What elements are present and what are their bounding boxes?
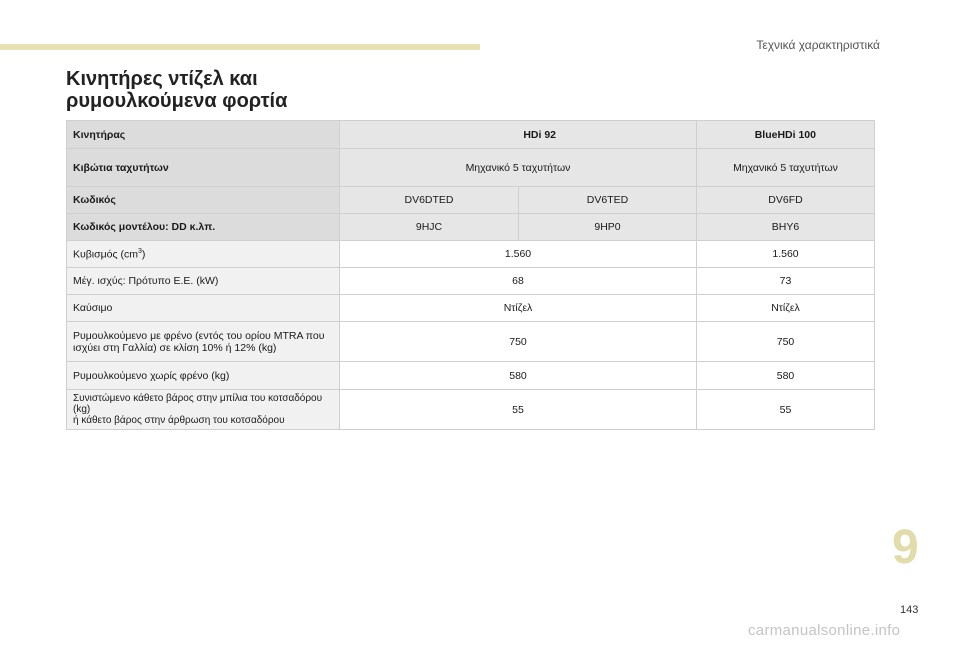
page-number: 143	[900, 604, 919, 616]
gearbox-1: Μηχανικό 5 ταχυτήτων	[340, 149, 697, 187]
code-2: DV6TED	[519, 187, 697, 214]
nose-weight-label-line-2: ή κάθετο βάρος στην άρθρωση του κοτσαδόρου	[73, 415, 285, 426]
model-code-2: 9HP0	[519, 214, 697, 241]
table-row-code	[67, 187, 875, 214]
braked-2: 750	[697, 322, 875, 362]
table-row-power	[67, 268, 875, 295]
header-accent-bar	[0, 44, 480, 50]
displacement-label-text: Κυβισμός (cm	[73, 248, 138, 261]
specs-table	[66, 120, 875, 430]
nose-weight-label	[67, 390, 340, 430]
engine-bluehdi100: BlueHDi 100	[697, 121, 875, 149]
code-label: Κωδικός	[67, 187, 340, 214]
section-header: Τεχνικά χαρακτηριστικά	[756, 38, 880, 52]
displacement-label	[67, 241, 340, 268]
page-title	[66, 68, 287, 112]
table-row-displacement	[67, 241, 875, 268]
unbraked-1: 580	[340, 362, 697, 390]
page-title-line-2: ρυμουλκούμενα φορτία	[66, 90, 288, 112]
engine-hdi92: HDi 92	[340, 121, 697, 149]
gearbox-2: Μηχανικό 5 ταχυτήτων	[697, 149, 875, 187]
fuel-1: Ντίζελ	[340, 295, 697, 322]
table-row-gearbox	[67, 149, 875, 187]
chapter-number: 9	[892, 521, 919, 574]
model-code-label: Κωδικός μοντέλου: DD κ.λπ.	[67, 214, 340, 241]
braked-1: 750	[340, 322, 697, 362]
code-1: DV6DTED	[340, 187, 519, 214]
unbraked-label: Ρυμουλκούμενο χωρίς φρένο (kg)	[67, 362, 340, 390]
engine-label: Κινητήρας	[67, 121, 340, 149]
power-1: 68	[340, 268, 697, 295]
braked-label	[67, 322, 340, 362]
model-code-3: BHY6	[697, 214, 875, 241]
table-row-fuel	[67, 295, 875, 322]
power-label: Μέγ. ισχύς: Πρότυπο Ε.Ε. (kW)	[67, 268, 340, 295]
nose-weight-1: 55	[340, 390, 697, 430]
fuel-label: Καύσιμο	[67, 295, 340, 322]
gearbox-label: Κιβώτια ταχυτήτων	[67, 149, 340, 187]
table-row-unbraked	[67, 362, 875, 390]
displacement-2: 1.560	[697, 241, 875, 268]
fuel-2: Ντίζελ	[697, 295, 875, 322]
table-row-nose-weight	[67, 390, 875, 430]
displacement-label-close: )	[141, 248, 146, 261]
braked-label-line-2: ισχύει στη Γαλλία) σε κλίση 10% ή 12% (kg)	[73, 341, 277, 354]
braked-label-line-1: Ρυμουλκούμενο με φρένο (εντός του ορίου MTRA που	[73, 329, 325, 342]
model-code-1: 9HJC	[340, 214, 519, 241]
displacement-label-sup: 3	[137, 247, 142, 255]
nose-weight-2: 55	[697, 390, 875, 430]
table-row-engine	[67, 121, 875, 149]
table-row-braked	[67, 322, 875, 362]
watermark: carmanualsonline.info	[748, 622, 901, 639]
unbraked-2: 580	[697, 362, 875, 390]
nose-weight-label-line-1: Συνιστώμενο κάθετο βάρος στην μπίλια του κοτσαδόρου (kg)	[73, 393, 323, 415]
page-title-line-1: Κινητήρες ντίζελ και	[66, 68, 258, 90]
displacement-1: 1.560	[340, 241, 697, 268]
table-row-model-code	[67, 214, 875, 241]
code-3: DV6FD	[697, 187, 875, 214]
power-2: 73	[697, 268, 875, 295]
